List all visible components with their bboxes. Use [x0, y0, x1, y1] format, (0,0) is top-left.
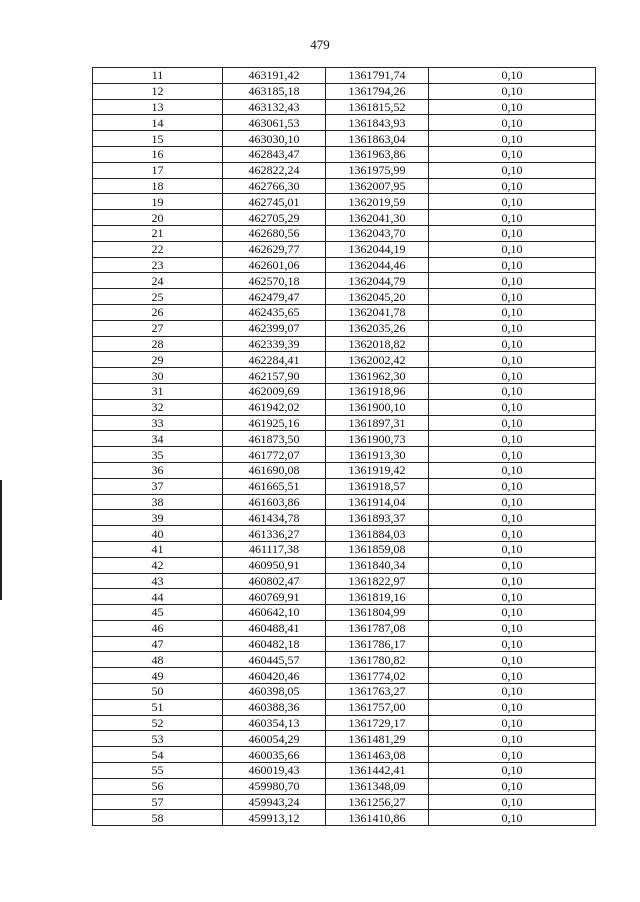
- y-coordinate-cell: 1361763,27: [326, 684, 429, 700]
- y-coordinate-cell: 1361786,17: [326, 636, 429, 652]
- table-row: [93, 462, 596, 478]
- table-row: [93, 526, 596, 542]
- x-coordinate-cell: 463030,10: [223, 131, 326, 147]
- point-number-cell: 55: [93, 763, 223, 779]
- y-coordinate-cell: 1361815,52: [326, 99, 429, 115]
- point-number-cell: 11: [93, 68, 223, 84]
- x-coordinate-cell: 460035,66: [223, 747, 326, 763]
- y-coordinate-cell: 1361791,74: [326, 68, 429, 84]
- accuracy-cell: 0,10: [429, 83, 596, 99]
- y-coordinate-cell: 1361410,86: [326, 810, 429, 826]
- accuracy-cell: 0,10: [429, 99, 596, 115]
- x-coordinate-cell: 459980,70: [223, 778, 326, 794]
- x-coordinate-cell: 461117,38: [223, 541, 326, 557]
- x-coordinate-cell: 461873,50: [223, 431, 326, 447]
- y-coordinate-cell: 1362041,30: [326, 210, 429, 226]
- table-row: [93, 352, 596, 368]
- x-coordinate-cell: 462570,18: [223, 273, 326, 289]
- accuracy-cell: 0,10: [429, 557, 596, 573]
- point-number-cell: 19: [93, 194, 223, 210]
- point-number-cell: 54: [93, 747, 223, 763]
- point-number-cell: 50: [93, 684, 223, 700]
- x-coordinate-cell: 460488,41: [223, 620, 326, 636]
- point-number-cell: 27: [93, 320, 223, 336]
- accuracy-cell: 0,10: [429, 589, 596, 605]
- y-coordinate-cell: 1362043,70: [326, 225, 429, 241]
- accuracy-cell: 0,10: [429, 494, 596, 510]
- coordinates-table: [92, 67, 596, 826]
- x-coordinate-cell: 460950,91: [223, 557, 326, 573]
- accuracy-cell: 0,10: [429, 510, 596, 526]
- point-number-cell: 58: [93, 810, 223, 826]
- table-row: [93, 399, 596, 415]
- accuracy-cell: 0,10: [429, 194, 596, 210]
- point-number-cell: 32: [93, 399, 223, 415]
- point-number-cell: 44: [93, 589, 223, 605]
- y-coordinate-cell: 1361918,57: [326, 478, 429, 494]
- point-number-cell: 21: [93, 225, 223, 241]
- accuracy-cell: 0,10: [429, 131, 596, 147]
- y-coordinate-cell: 1361804,99: [326, 605, 429, 621]
- x-coordinate-cell: 460445,57: [223, 652, 326, 668]
- x-coordinate-cell: 462822,24: [223, 162, 326, 178]
- table-row: [93, 115, 596, 131]
- x-coordinate-cell: 462705,29: [223, 210, 326, 226]
- table-row: [93, 289, 596, 305]
- accuracy-cell: 0,10: [429, 620, 596, 636]
- y-coordinate-cell: 1361962,30: [326, 368, 429, 384]
- table-row: [93, 636, 596, 652]
- y-coordinate-cell: 1361442,41: [326, 763, 429, 779]
- point-number-cell: 28: [93, 336, 223, 352]
- table-row: [93, 162, 596, 178]
- y-coordinate-cell: 1362045,20: [326, 289, 429, 305]
- x-coordinate-cell: 461690,08: [223, 462, 326, 478]
- point-number-cell: 40: [93, 526, 223, 542]
- y-coordinate-cell: 1361863,04: [326, 131, 429, 147]
- table-row: [93, 336, 596, 352]
- table-row: [93, 99, 596, 115]
- point-number-cell: 30: [93, 368, 223, 384]
- y-coordinate-cell: 1361481,29: [326, 731, 429, 747]
- point-number-cell: 46: [93, 620, 223, 636]
- x-coordinate-cell: 462399,07: [223, 320, 326, 336]
- accuracy-cell: 0,10: [429, 763, 596, 779]
- accuracy-cell: 0,10: [429, 431, 596, 447]
- table-row: [93, 320, 596, 336]
- x-coordinate-cell: 461336,27: [223, 526, 326, 542]
- point-number-cell: 57: [93, 794, 223, 810]
- y-coordinate-cell: 1361348,09: [326, 778, 429, 794]
- table-row: [93, 573, 596, 589]
- accuracy-cell: 0,10: [429, 289, 596, 305]
- x-coordinate-cell: 460769,91: [223, 589, 326, 605]
- accuracy-cell: 0,10: [429, 225, 596, 241]
- point-number-cell: 47: [93, 636, 223, 652]
- accuracy-cell: 0,10: [429, 352, 596, 368]
- accuracy-cell: 0,10: [429, 526, 596, 542]
- x-coordinate-cell: 462157,90: [223, 368, 326, 384]
- y-coordinate-cell: 1361840,34: [326, 557, 429, 573]
- y-coordinate-cell: 1361884,03: [326, 526, 429, 542]
- point-number-cell: 29: [93, 352, 223, 368]
- x-coordinate-cell: 461942,02: [223, 399, 326, 415]
- accuracy-cell: 0,10: [429, 210, 596, 226]
- point-number-cell: 26: [93, 304, 223, 320]
- y-coordinate-cell: 1361774,02: [326, 668, 429, 684]
- point-number-cell: 17: [93, 162, 223, 178]
- table-row: [93, 415, 596, 431]
- accuracy-cell: 0,10: [429, 636, 596, 652]
- point-number-cell: 52: [93, 715, 223, 731]
- accuracy-cell: 0,10: [429, 478, 596, 494]
- scan-edge-mark: [0, 480, 2, 600]
- x-coordinate-cell: 463191,42: [223, 68, 326, 84]
- table-row: [93, 810, 596, 826]
- y-coordinate-cell: 1362019,59: [326, 194, 429, 210]
- table-row: [93, 383, 596, 399]
- y-coordinate-cell: 1361859,08: [326, 541, 429, 557]
- table-row: [93, 668, 596, 684]
- x-coordinate-cell: 462629,77: [223, 241, 326, 257]
- table-row: [93, 68, 596, 84]
- x-coordinate-cell: 462435,65: [223, 304, 326, 320]
- coordinates-table-body: [93, 68, 596, 826]
- point-number-cell: 37: [93, 478, 223, 494]
- point-number-cell: 36: [93, 462, 223, 478]
- x-coordinate-cell: 459943,24: [223, 794, 326, 810]
- y-coordinate-cell: 1361919,42: [326, 462, 429, 478]
- x-coordinate-cell: 463061,53: [223, 115, 326, 131]
- accuracy-cell: 0,10: [429, 778, 596, 794]
- y-coordinate-cell: 1361794,26: [326, 83, 429, 99]
- table-row: [93, 478, 596, 494]
- table-row: [93, 510, 596, 526]
- y-coordinate-cell: 1361914,04: [326, 494, 429, 510]
- table-row: [93, 794, 596, 810]
- table-row: [93, 747, 596, 763]
- table-row: [93, 620, 596, 636]
- table-row: [93, 146, 596, 162]
- table-row: [93, 83, 596, 99]
- point-number-cell: 18: [93, 178, 223, 194]
- x-coordinate-cell: 460388,36: [223, 699, 326, 715]
- accuracy-cell: 0,10: [429, 462, 596, 478]
- accuracy-cell: 0,10: [429, 668, 596, 684]
- x-coordinate-cell: 460019,43: [223, 763, 326, 779]
- x-coordinate-cell: 461772,07: [223, 447, 326, 463]
- accuracy-cell: 0,10: [429, 794, 596, 810]
- table-row: [93, 763, 596, 779]
- y-coordinate-cell: 1362007,95: [326, 178, 429, 194]
- y-coordinate-cell: 1361787,08: [326, 620, 429, 636]
- point-number-cell: 42: [93, 557, 223, 573]
- table-row: [93, 273, 596, 289]
- point-number-cell: 53: [93, 731, 223, 747]
- point-number-cell: 13: [93, 99, 223, 115]
- page-number: 479: [310, 37, 330, 52]
- point-number-cell: 25: [93, 289, 223, 305]
- point-number-cell: 41: [93, 541, 223, 557]
- point-number-cell: 45: [93, 605, 223, 621]
- accuracy-cell: 0,10: [429, 383, 596, 399]
- x-coordinate-cell: 462745,01: [223, 194, 326, 210]
- point-number-cell: 51: [93, 699, 223, 715]
- table-row: [93, 731, 596, 747]
- x-coordinate-cell: 462680,56: [223, 225, 326, 241]
- accuracy-cell: 0,10: [429, 605, 596, 621]
- accuracy-cell: 0,10: [429, 747, 596, 763]
- accuracy-cell: 0,10: [429, 399, 596, 415]
- point-number-cell: 48: [93, 652, 223, 668]
- table-row: [93, 241, 596, 257]
- table-row: [93, 494, 596, 510]
- y-coordinate-cell: 1361900,73: [326, 431, 429, 447]
- table-row: [93, 684, 596, 700]
- accuracy-cell: 0,10: [429, 68, 596, 84]
- accuracy-cell: 0,10: [429, 541, 596, 557]
- x-coordinate-cell: 460054,29: [223, 731, 326, 747]
- x-coordinate-cell: 461434,78: [223, 510, 326, 526]
- y-coordinate-cell: 1362044,46: [326, 257, 429, 273]
- table-row: [93, 257, 596, 273]
- y-coordinate-cell: 1361975,99: [326, 162, 429, 178]
- accuracy-cell: 0,10: [429, 810, 596, 826]
- accuracy-cell: 0,10: [429, 336, 596, 352]
- x-coordinate-cell: 461665,51: [223, 478, 326, 494]
- accuracy-cell: 0,10: [429, 241, 596, 257]
- accuracy-cell: 0,10: [429, 115, 596, 131]
- y-coordinate-cell: 1362044,79: [326, 273, 429, 289]
- point-number-cell: 35: [93, 447, 223, 463]
- table-row: [93, 210, 596, 226]
- y-coordinate-cell: 1361757,00: [326, 699, 429, 715]
- accuracy-cell: 0,10: [429, 415, 596, 431]
- accuracy-cell: 0,10: [429, 731, 596, 747]
- y-coordinate-cell: 1361897,31: [326, 415, 429, 431]
- accuracy-cell: 0,10: [429, 273, 596, 289]
- table-row: [93, 715, 596, 731]
- y-coordinate-cell: 1361918,96: [326, 383, 429, 399]
- y-coordinate-cell: 1361963,86: [326, 146, 429, 162]
- x-coordinate-cell: 463132,43: [223, 99, 326, 115]
- accuracy-cell: 0,10: [429, 368, 596, 384]
- x-coordinate-cell: 460802,47: [223, 573, 326, 589]
- table-row: [93, 194, 596, 210]
- table-row: [93, 652, 596, 668]
- table-row: [93, 368, 596, 384]
- y-coordinate-cell: 1361819,16: [326, 589, 429, 605]
- y-coordinate-cell: 1362018,82: [326, 336, 429, 352]
- point-number-cell: 33: [93, 415, 223, 431]
- x-coordinate-cell: 459913,12: [223, 810, 326, 826]
- point-number-cell: 22: [93, 241, 223, 257]
- accuracy-cell: 0,10: [429, 146, 596, 162]
- y-coordinate-cell: 1362044,19: [326, 241, 429, 257]
- x-coordinate-cell: 463185,18: [223, 83, 326, 99]
- x-coordinate-cell: 462766,30: [223, 178, 326, 194]
- table-row: [93, 304, 596, 320]
- x-coordinate-cell: 462479,47: [223, 289, 326, 305]
- point-number-cell: 15: [93, 131, 223, 147]
- point-number-cell: 16: [93, 146, 223, 162]
- table-row: [93, 225, 596, 241]
- y-coordinate-cell: 1361900,10: [326, 399, 429, 415]
- x-coordinate-cell: 462843,47: [223, 146, 326, 162]
- accuracy-cell: 0,10: [429, 304, 596, 320]
- y-coordinate-cell: 1361729,17: [326, 715, 429, 731]
- table-row: [93, 431, 596, 447]
- point-number-cell: 24: [93, 273, 223, 289]
- x-coordinate-cell: 461925,16: [223, 415, 326, 431]
- x-coordinate-cell: 460642,10: [223, 605, 326, 621]
- point-number-cell: 39: [93, 510, 223, 526]
- accuracy-cell: 0,10: [429, 178, 596, 194]
- table-row: [93, 778, 596, 794]
- x-coordinate-cell: 462009,69: [223, 383, 326, 399]
- x-coordinate-cell: 460420,46: [223, 668, 326, 684]
- point-number-cell: 20: [93, 210, 223, 226]
- table-row: [93, 699, 596, 715]
- accuracy-cell: 0,10: [429, 257, 596, 273]
- y-coordinate-cell: 1361822,97: [326, 573, 429, 589]
- x-coordinate-cell: 461603,86: [223, 494, 326, 510]
- point-number-cell: 23: [93, 257, 223, 273]
- accuracy-cell: 0,10: [429, 320, 596, 336]
- x-coordinate-cell: 460354,13: [223, 715, 326, 731]
- point-number-cell: 14: [93, 115, 223, 131]
- y-coordinate-cell: 1361256,27: [326, 794, 429, 810]
- y-coordinate-cell: 1362035,26: [326, 320, 429, 336]
- accuracy-cell: 0,10: [429, 573, 596, 589]
- accuracy-cell: 0,10: [429, 162, 596, 178]
- point-number-cell: 56: [93, 778, 223, 794]
- table-row: [93, 447, 596, 463]
- y-coordinate-cell: 1361893,37: [326, 510, 429, 526]
- table-row: [93, 178, 596, 194]
- accuracy-cell: 0,10: [429, 652, 596, 668]
- table-row: [93, 131, 596, 147]
- y-coordinate-cell: 1361913,30: [326, 447, 429, 463]
- table-row: [93, 557, 596, 573]
- x-coordinate-cell: 462601,06: [223, 257, 326, 273]
- accuracy-cell: 0,10: [429, 684, 596, 700]
- accuracy-cell: 0,10: [429, 447, 596, 463]
- point-number-cell: 31: [93, 383, 223, 399]
- x-coordinate-cell: 462284,41: [223, 352, 326, 368]
- point-number-cell: 12: [93, 83, 223, 99]
- accuracy-cell: 0,10: [429, 699, 596, 715]
- accuracy-cell: 0,10: [429, 715, 596, 731]
- point-number-cell: 43: [93, 573, 223, 589]
- table-row: [93, 589, 596, 605]
- y-coordinate-cell: 1362041,78: [326, 304, 429, 320]
- point-number-cell: 38: [93, 494, 223, 510]
- y-coordinate-cell: 1361463,08: [326, 747, 429, 763]
- y-coordinate-cell: 1361843,93: [326, 115, 429, 131]
- point-number-cell: 34: [93, 431, 223, 447]
- x-coordinate-cell: 460398,05: [223, 684, 326, 700]
- x-coordinate-cell: 462339,39: [223, 336, 326, 352]
- y-coordinate-cell: 1362002,42: [326, 352, 429, 368]
- point-number-cell: 49: [93, 668, 223, 684]
- table-row: [93, 605, 596, 621]
- x-coordinate-cell: 460482,18: [223, 636, 326, 652]
- table-row: [93, 541, 596, 557]
- y-coordinate-cell: 1361780,82: [326, 652, 429, 668]
